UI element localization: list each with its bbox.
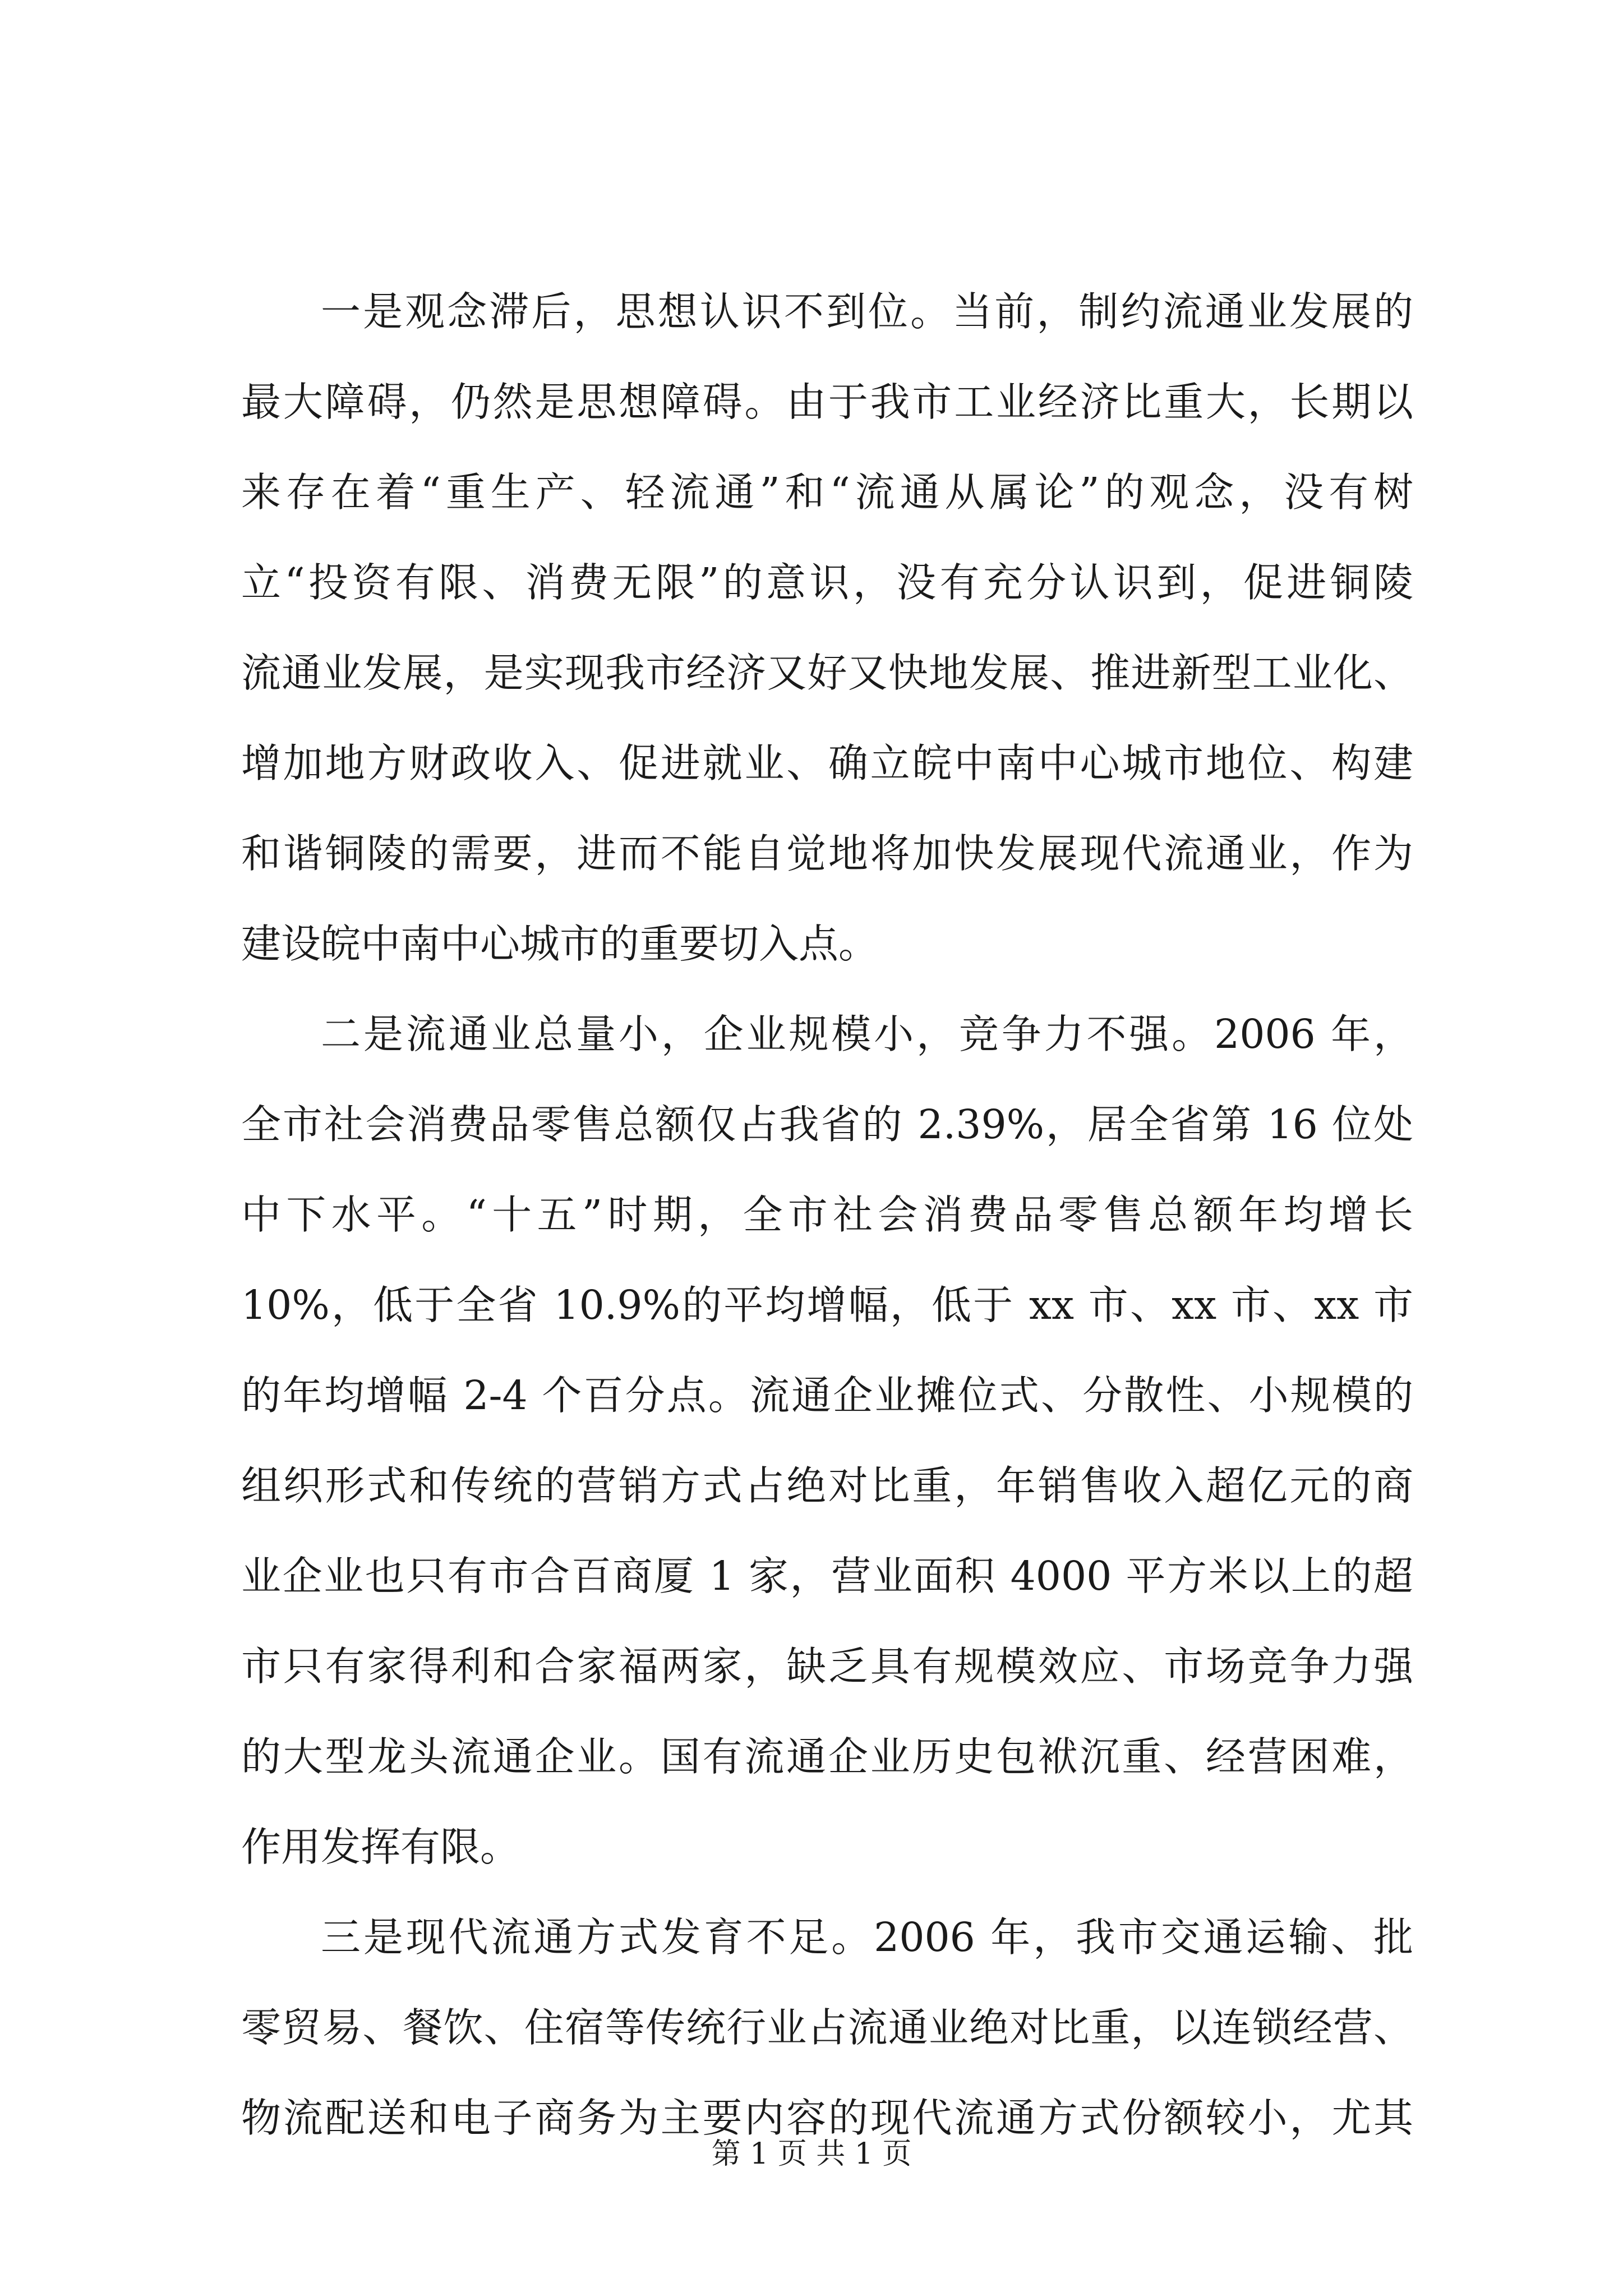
paragraph-1-line-5: 流通业发展，是实现我市经济又好又快地发展、推进新型工业化、 [241, 650, 1413, 696]
paragraph-2-line-5: 的年均增幅 2-4 个百分点。流通企业摊位式、分散性、小规模的 [241, 1372, 1413, 1419]
paragraph-1-line-7: 和谐铜陵的需要，进而不能自觉地将加快发展现代流通业，作为 [241, 830, 1413, 877]
document-body [241, 288, 1413, 2188]
paragraph-2-line-2: 全市社会消费品零售总额仅占我省的 2.39%，居全省第 16 位处 [241, 1101, 1413, 1148]
paragraph-2-line-4: 10%，低于全省 10.9%的平均增幅，低于 xx 市、xx 市、xx 市 [241, 1282, 1413, 1328]
paragraph-1-line-6: 增加地方财政收入、促进就业、确立皖中南中心城市地位、构建 [241, 740, 1413, 786]
page-footer [0, 2139, 1623, 2169]
paragraph-2-line-7: 业企业也只有市合百商厦 1 家，营业面积 4000 平方米以上的超 [241, 1553, 1413, 1599]
paragraph-2-line-6: 组织形式和传统的营销方式占绝对比重，年销售收入超亿元的商 [241, 1462, 1413, 1509]
paragraph-1-line-8: 建设皖中南中心城市的重要切入点。 [241, 921, 879, 967]
paragraph-1-line-2: 最大障碍，仍然是思想障碍。由于我市工业经济比重大，长期以 [241, 379, 1413, 425]
page-number-label: 第 1 页 共 1 页 [711, 2137, 912, 2171]
paragraph-1-line-1: 一是观念滞后，思想认识不到位。当前，制约流通业发展的 [321, 288, 1413, 335]
paragraph-2-line-10: 作用发挥有限。 [241, 1824, 520, 1870]
paragraph-3-line-1: 三是现代流通方式发育不足。2006 年，我市交通运输、批 [321, 1914, 1413, 1961]
paragraph-3-line-2: 零贸易、餐饮、住宿等传统行业占流通业绝对比重，以连锁经营、 [241, 2004, 1413, 2051]
paragraph-2-line-1: 二是流通业总量小，企业规模小，竞争力不强。2006 年， [321, 1011, 1413, 1057]
paragraph-2-line-9: 的大型龙头流通企业。国有流通企业历史包袱沉重、经营困难， [241, 1733, 1413, 1780]
paragraph-3-line-3: 物流配送和电子商务为主要内容的现代流通方式份额较小，尤其 [241, 2095, 1413, 2141]
paragraph-2-line-8: 市只有家得利和合家福两家，缺乏具有规模效应、市场竞争力强 [241, 1643, 1413, 1690]
paragraph-1-line-4: 立“投资有限、消费无限”的意识，没有充分认识到，促进铜陵 [241, 559, 1413, 606]
paragraph-2-line-3: 中下水平。“十五”时期，全市社会消费品零售总额年均增长 [241, 1191, 1413, 1238]
paragraph-1-line-3: 来存在着“重生产、轻流通”和“流通从属论”的观念，没有树 [241, 469, 1413, 516]
